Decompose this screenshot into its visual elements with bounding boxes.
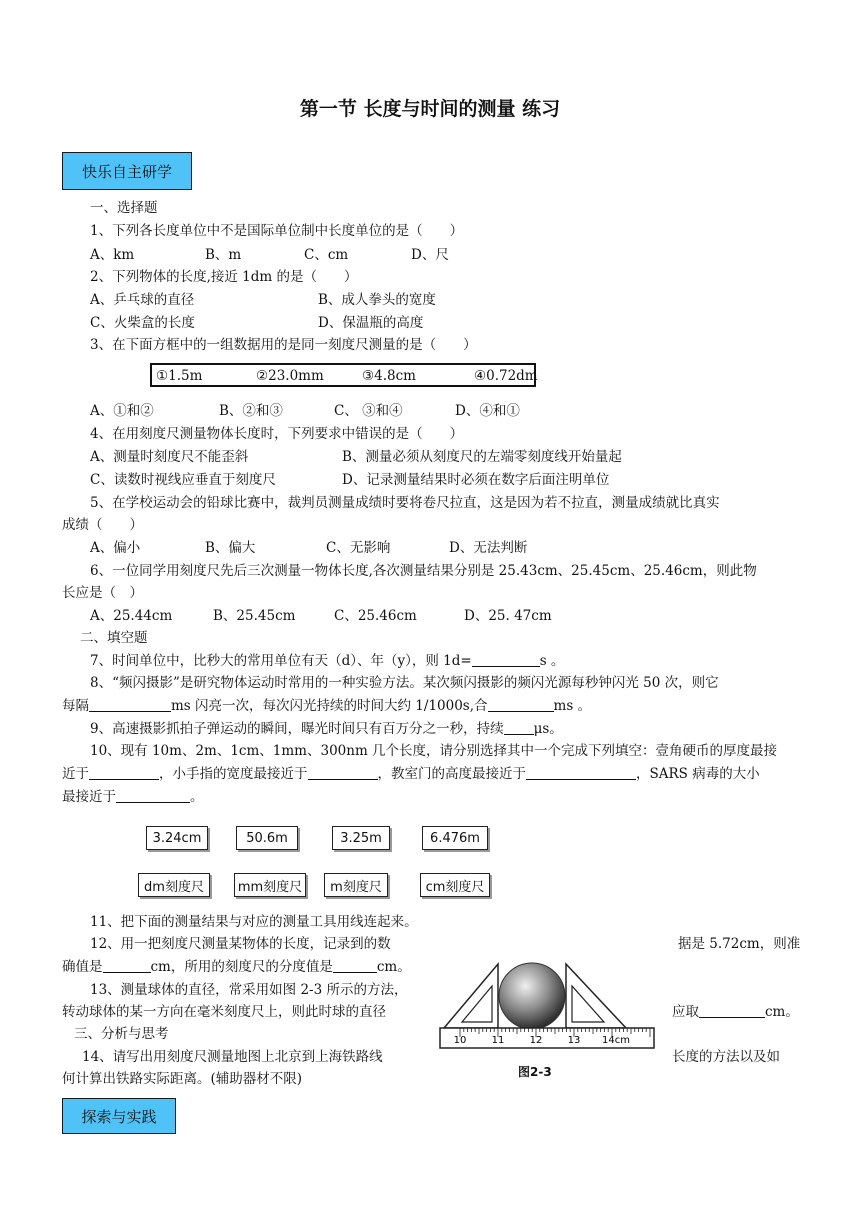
- measurement-value-1: 3.24cm: [146, 826, 208, 850]
- measurement-value-4: 6.476m: [422, 826, 488, 850]
- q9-blank[interactable]: [504, 720, 534, 735]
- question-3: 3、在下面方框中的一组数据用的是同一刻度尺测量的是（ ）: [90, 337, 477, 353]
- question-5-line1: 5、在学校运动会的铅球比赛中，裁判员测量成绩时要将卷尺拉直，这是因为若不拉直，测量成绩就比真实: [90, 495, 720, 511]
- ruler-tick-label: 11: [491, 1035, 505, 1046]
- q1-option-b: B、m: [205, 247, 242, 263]
- q3-option-a: A、①和②: [90, 403, 154, 419]
- q6-option-b: B、25.45cm: [213, 608, 296, 624]
- q3-option-b: B、②和③: [219, 403, 283, 419]
- question-12-line2: [62, 957, 411, 977]
- q10-blank-1[interactable]: [89, 765, 159, 780]
- q12-text-d: cm，所用的刻度尺的分度值是: [150, 959, 333, 975]
- page-title: 第一节 长度与时间的测量 练习: [299, 98, 561, 120]
- q10-text-d: ，SARS 病毒的大小: [636, 766, 760, 782]
- question-6-line1: 6、一位同学用刻度尺先后三次测量一物体长度,各次测量结果分别是 25.43cm、25.45cm、25.46cm，则此物: [90, 563, 757, 579]
- question-10-line1: 10、现有 10m、2m、1cm、1mm、300nm 几个长度，请分别选择其中一个完成下列填空：壹角硬币的厚度最接: [90, 743, 778, 759]
- q10-text-b: ，小手指的宽度最接近于: [159, 766, 308, 782]
- ruler-tick-label: 13: [567, 1035, 581, 1046]
- section-header-self-study: [62, 152, 192, 190]
- question-14-line2: 何计算出铁路实际距离。(辅助器材不限): [62, 1071, 303, 1087]
- question-14-line1a: 14、请写出用刻度尺测量地图上北京到上海铁路线: [82, 1049, 383, 1065]
- question-5-line2: 成绩（ ）: [62, 517, 143, 533]
- q3-data-4: ④0.72dm: [474, 368, 538, 384]
- q13-blank[interactable]: [699, 1003, 765, 1018]
- measuring-tool-3: m刻度尺: [324, 873, 388, 897]
- measurement-value-2: 50.6m: [236, 826, 298, 850]
- question-1: 1、下列各长度单位中不是国际单位制中长度单位的是（ ）: [90, 223, 464, 239]
- q3-data-2: ②23.0mm: [256, 368, 324, 384]
- q7-text-end: s 。: [539, 653, 565, 669]
- q6-option-a: A、25.44cm: [90, 608, 173, 624]
- q2-option-d: D、保温瓶的高度: [318, 315, 424, 331]
- q3-option-d: D、④和①: [455, 403, 520, 419]
- part2-heading: 二、填空题: [80, 630, 148, 646]
- q4-option-c: C、读数时视线应垂直于刻度尺: [90, 472, 276, 488]
- q7-text: 7、时间单位中，比秒大的常用单位有天（d）、年（y），则 1d=: [90, 653, 472, 669]
- q12-text-e: cm。: [376, 959, 411, 975]
- section-header-explore: [62, 1098, 176, 1134]
- q12-text-c: 确值是: [62, 959, 103, 975]
- q10-blank-3[interactable]: [526, 765, 636, 780]
- q8-text-a: 每隔: [62, 698, 89, 714]
- question-8-line1: 8、“频闪摄影”是研究物体运动时常用的一种实验方法。某次频闪摄影的频闪光源每秒钟闪光 50 次，则它: [90, 675, 719, 691]
- q1-option-c: C、cm: [304, 247, 349, 263]
- q9-text-end: μs。: [533, 721, 563, 737]
- q5-option-a: A、偏小: [90, 540, 141, 556]
- question-13-answer: [672, 1002, 799, 1022]
- question-9: [90, 719, 563, 739]
- question-8-line2: [62, 696, 591, 716]
- q7-blank[interactable]: [472, 652, 540, 667]
- q8-text-c: ms 。: [553, 698, 592, 714]
- q2-option-b: B、成人拳头的宽度: [318, 292, 436, 308]
- q5-option-d: D、无法判断: [449, 540, 528, 556]
- q2-option-a: A、乒乓球的直径: [90, 292, 195, 308]
- q5-option-c: C、无影响: [326, 540, 391, 556]
- question-4: 4、在用刻度尺测量物体长度时，下列要求中错误的是（ ）: [90, 426, 464, 442]
- q1-option-a: A、km: [90, 247, 135, 263]
- q12-blank-1[interactable]: [103, 958, 151, 973]
- q6-option-d: D、25. 47cm: [464, 608, 552, 624]
- q10-text-f: 。: [190, 789, 204, 805]
- measuring-tool-2: mm刻度尺: [234, 873, 306, 897]
- q4-option-d: D、记录测量结果时必须在数字后面注明单位: [342, 472, 610, 488]
- question-12-line1b: 据是 5.72cm，则准: [678, 936, 801, 952]
- part3-heading: 三、分析与思考: [74, 1026, 169, 1042]
- q1-option-d: D、尺: [411, 247, 449, 263]
- figure-ball-ruler: [436, 942, 664, 1052]
- question-13-line2: 转动球体的某一方向在毫米刻度尺上，则此时球的直径: [62, 1004, 386, 1020]
- q3-data-box: [150, 363, 536, 387]
- ruler-tick-label: 12: [529, 1035, 543, 1046]
- q10-text-e: 最接近于: [62, 789, 116, 805]
- q4-option-b: B、测量必须从刻度尺的左端零刻度线开始量起: [342, 449, 622, 465]
- q10-text-a: 近于: [62, 766, 89, 782]
- measuring-tool-1: dm刻度尺: [138, 873, 210, 897]
- question-7: [90, 651, 564, 671]
- section-label: 探索与实践: [81, 1107, 157, 1126]
- question-2: 2、下列物体的长度,接近 1dm 的是（ ）: [90, 269, 358, 285]
- q5-option-b: B、偏大: [205, 540, 256, 556]
- question-14-line1b: 长度的方法以及如: [672, 1049, 780, 1065]
- q13-text-d: cm。: [765, 1004, 799, 1020]
- q10-blank-4[interactable]: [116, 788, 190, 803]
- question-12-line1a: 12、用一把刻度尺测量某物体的长度，记录到的数: [90, 936, 391, 952]
- question-10-line2: [62, 764, 760, 784]
- q2-option-c: C、火柴盒的长度: [90, 315, 195, 331]
- measurement-value-3: 3.25m: [332, 826, 390, 850]
- q10-blank-2[interactable]: [308, 765, 378, 780]
- ruler-tick-label: 10: [453, 1035, 467, 1046]
- q9-text: 9、高速摄影抓拍子弹运动的瞬间，曝光时间只有百万分之一秒，持续: [90, 721, 504, 737]
- part1-heading: 一、选择题: [90, 200, 158, 216]
- question-10-line3: [62, 787, 204, 807]
- ruler-tick-label: 14cm: [602, 1035, 630, 1046]
- question-11: 11、把下面的测量结果与对应的测量工具用线连起来。: [90, 914, 418, 930]
- q8-text-b: ms 闪亮一次，每次闪光持续的时间大约 1/1000s,合: [171, 698, 488, 714]
- figure-caption: 图2-3: [518, 1065, 552, 1079]
- q8-blank-1[interactable]: [89, 697, 171, 712]
- question-6-line2: 长应是（ ）: [62, 585, 143, 601]
- question-13-line1: 13、测量球体的直径，常采用如图 2-3 所示的方法，: [90, 982, 408, 998]
- measuring-tool-4: cm刻度尺: [420, 873, 490, 897]
- q3-option-c: C、 ③和④: [334, 403, 403, 419]
- q10-text-c: ，教室门的高度最接近于: [377, 766, 526, 782]
- q6-option-c: C、25.46cm: [334, 608, 417, 624]
- q3-data-3: ③4.8cm: [362, 368, 416, 384]
- q12-blank-2[interactable]: [333, 958, 377, 973]
- q4-option-a: A、测量时刻度尺不能歪斜: [90, 449, 249, 465]
- q8-blank-2[interactable]: [488, 697, 554, 712]
- section-label: 快乐自主研学: [81, 162, 172, 181]
- q3-data-1: ①1.5m: [156, 368, 203, 384]
- q13-text-c: 应取: [672, 1004, 699, 1020]
